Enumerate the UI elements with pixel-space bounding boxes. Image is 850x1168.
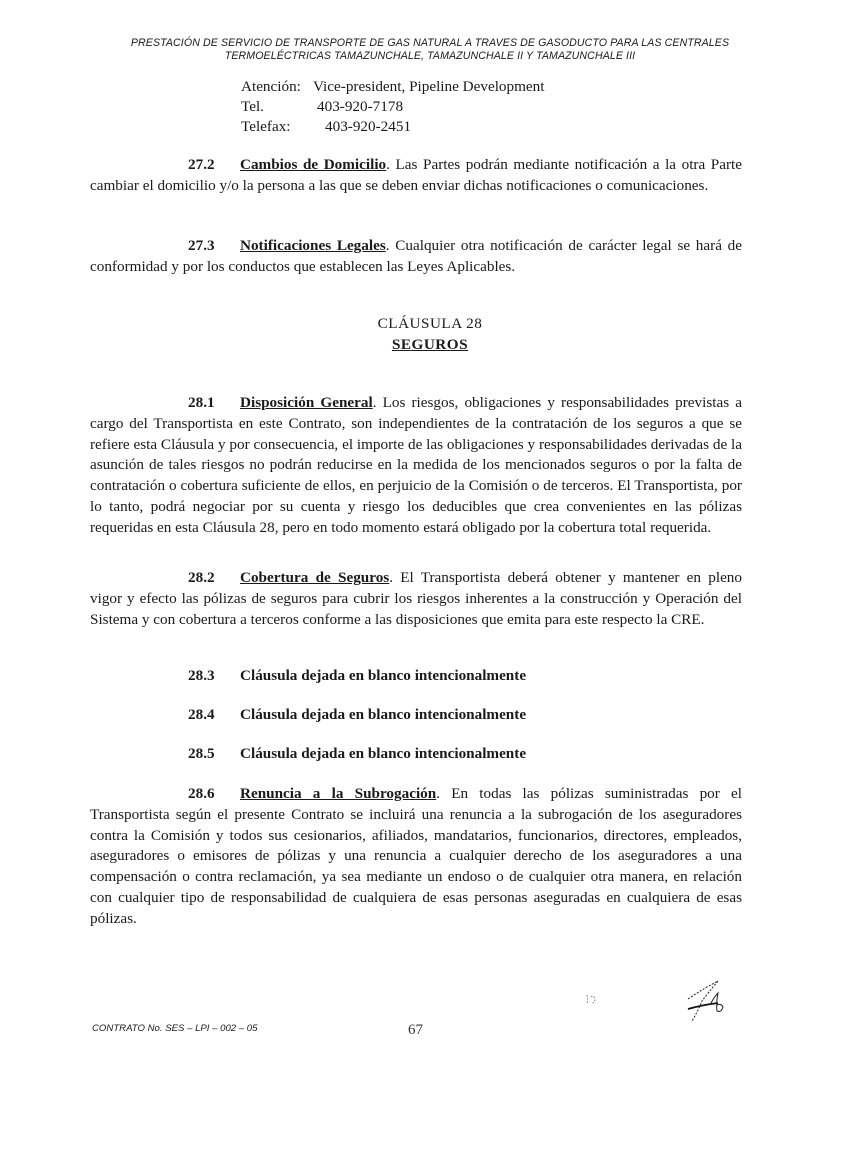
section-27-3 [90,236,742,278]
section-title: Cobertura de Seguros [240,569,390,586]
section-28-5 [188,745,526,763]
section-27-2 [90,155,742,197]
section-title: Cambios de Domicilio [240,156,387,173]
section-text: Cláusula dejada en blanco intencionalmente [240,667,527,684]
section-number: 27.3 [188,237,215,254]
address-block [241,77,544,137]
section-body: . El Transportista deberá obtener y mantener en pleno vigor y efecto las pólizas de seguros para cubrir los riesgos inherentes a la construcción y Operación del Sistema y con cobertura a terceros conforme a las disposiciones que emita para este respecto la CRE. [90,569,742,628]
attention-label: Atención: [241,78,301,95]
attention-value: Vice-president, Pipeline Development [313,78,545,95]
section-number: 28.6 [188,785,215,802]
section-body: . Las Partes podrán mediante notificación a la otra Parte cambiar el domicilio y/o la persona a las que se deben enviar dichas notificaciones o comunicaciones. [90,156,742,194]
section-text: Cláusula dejada en blanco intencionalmente [240,706,527,723]
section-number: 28.1 [188,394,215,411]
section-number: 28.3 [188,667,215,684]
section-title: Disposición General [240,394,373,411]
section-title: Renuncia a la Subrogación [240,785,437,802]
tel-value: 403-920-7178 [317,98,404,115]
clause-title: CLÁUSULA 28 [377,315,483,332]
attention-row [241,77,544,97]
page-number: 67 [408,1022,423,1038]
section-title: Notificaciones Legales [240,237,386,254]
section-number: 28.5 [188,745,215,762]
fax-value: 403-920-2451 [325,118,412,135]
running-header-line-1: PRESTACIÓN DE SERVICIO DE TRANSPORTE DE GAS NATURAL A TRAVES DE GASODUCTO PARA LAS CENTRALES [130,37,730,49]
section-body: . Cualquier otra notificación de carácter legal se hará de conformidad y por los conductos que establecen las Leyes Aplicables. [90,237,742,275]
running-header-line-2: TERMOELÉCTRICAS TAMAZUNCHALE, TAMAZUNCHALE II Y TAMAZUNCHALE III [224,50,636,62]
tel-row [241,97,544,117]
section-28-2 [90,568,742,630]
section-number: 28.2 [188,569,215,586]
section-number: 28.4 [188,706,215,723]
section-28-4 [188,706,526,724]
section-28-6 [90,784,742,930]
section-28-1 [90,393,742,539]
fax-label: Telefax: [241,118,291,135]
section-28-3 [188,667,526,685]
section-number: 27.2 [188,156,215,173]
contract-number: CONTRATO No. SES – LPI – 002 – 05 [92,1023,258,1034]
clause-subtitle: SEGUROS [391,336,469,353]
handwritten-initials-icon [560,975,760,1035]
section-body: . En todas las pólizas suministradas por el Transportista según el presente Contrato se incluirá una renuncia a la subrogación de los aseguradores contra la Comisión y todos sus cesionarios, afiliados, mandatarios, funcionarios, directores, empleados, aseguradores o emisores de pólizas y una renuncia a cualquier derecho de los aseguradores a una compensación o contra reclamación, ya sea mediante un endoso o de cualquier otra manera, en relación con cualquier tipo de responsabilidad de cualquiera de esas personas aseguradas en cualquiera de esas pólizas. [90,785,742,927]
section-body: . Los riesgos, obligaciones y responsabilidades previstas a cargo del Transportista en este Contrato, son independientes de la contratación de los seguros a que se refiere esta Cláusula y por consecuencia, el importe de las obligaciones y responsabilidades derivadas de la asunción de tales riesgos no podrán reducirse en la medida de los mencionados seguros o por la falta de contratación o cobertura suficiente de ellos, en perjuicio de la Comisión o de terceros. El Transportista, por lo tanto, podrá negociar por su cuenta y riesgo los deducibles que crea convenientes en las pólizas requeridas en esta Cláusula 28, pero en todo momento estará obligado por la cobertura total requerida. [90,394,742,536]
tel-label: Tel. [241,98,264,115]
fax-row [241,117,544,137]
section-text: Cláusula dejada en blanco intencionalmente [240,745,527,762]
